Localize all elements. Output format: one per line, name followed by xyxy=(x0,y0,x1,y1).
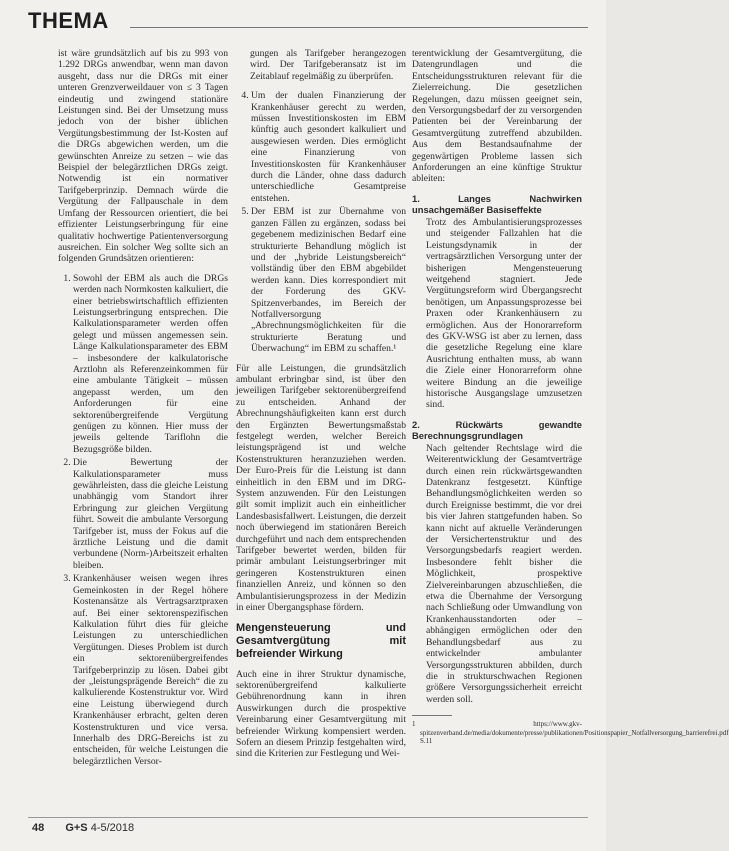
paragraph: ist wäre grundsätzlich auf bis zu 993 von 1.292 DRGs anwendbar, wenn man davon ausgeht, dass nur die DRGs mit einer unteren Grenzverweildauer von ≤ 3 Tagen eindeutig und zwingend stationäre Leistungen sind. Bei der Umsetzung muss jedoch von der bisher üblichen Vergütungsbestimmung der Ist-Kosten auf die DRGs abgewichen werden, um die gewünschten Anreize zu setzen – wie das Beispiel der belegärztlichen DRGs zeigt. Notwendig ist ein normativer Tarifgeberprinzip. Demnach würde die Vergütung der Fallpauschale in dem Umfang der Ressourcen orientiert, die bei effizienter Leistungserbringung für eine qualitativ hochwertige Patientenversorgung ausreichen. Ein solcher Weg sollte sich an folgenden Grundsätzen orientieren: xyxy=(58,48,228,265)
section-title: THEMA xyxy=(28,8,109,33)
paragraph: terentwicklung der Gesamtvergütung, die Datengrundlagen und die Entscheidungsstrukturen relevant für die Zielerreichung. Die gesetzlichen Regelungen, dazu müssen geeignet sein, den Versorgungsbedarf der zu versorgenden Patienten bei der Vereinbarung der Gesamtvergütung zutreffend abzubilden. Aus dem Bestandsaufnahme der gegenwärtigen Probleme lassen sich Anforderungen an eine künftige Struktur ableiten: xyxy=(412,48,582,185)
page-number: 48 xyxy=(32,822,45,834)
numbered-heading: 2. Rückwärts gewandte Berechnungsgrundlagen xyxy=(412,418,582,441)
list-item: 2. Die Bewertung der Kalkulationsparameter muss gewährleisten, dass die gleiche Leistung unabhängig vom Standort ihrer Erbringung zur gleichen Vergütung führt. Soweit die ambulante Versorgung Tarifgeber ist, muss der Fokus auf die ärztliche Leistung und die damit verbundene (Norm-)Arbeitszeit erhalten bleiben. xyxy=(73,457,228,571)
numbered-heading: 1. Langes Nachwirken unsachgemäßer Basiseffekte xyxy=(412,192,582,215)
paragraph: Für alle Leistungen, die grundsätzlich ambulant erbringbar sind, ist über den jeweiligen Tarifgeber sektorenübergreifend zu entscheiden. Anhand der Abrechnungshäufigkeiten kann erst durch den Ergänzten Bewertungsmaßstab festgelegt werden, welcher Bereich leistungsprägend ist und welche Kostenstrukturen heranzuziehen werden. Der Euro-Preis für die Leistung ist dann einheitlich in den EBM und im DRG-System anzuwenden. Für den Leistungen gilt somit implizit auch ein einheitlicher Landesbasisfallwert. Leistungen, die derzeit noch überwiegend im stationären Bereich durchgeführt und nach dem entsprechenden Tarifgeber bewertet werden, bilden für primär ambulant Leistungserbringer mit geringeren Kostenstrukturen einen finanziellen Anreiz, und können so den Ambulantisierungsprozess in der Medizin in einer Übergangsphase fördern. xyxy=(236,362,406,614)
paragraph: Auch eine in ihrer Struktur dynamische, sektorenübergreifend kalkulierte Gebührenordnung kann in ihren Auswirkungen durch die prospektive Vereinbarung einer Gesamtvergütung mit befreiender Wirkung kompensiert werden. Sofern an diesem Prinzip festgehalten wird, sind die Kriterien zur Festlegung und Wei- xyxy=(236,668,406,760)
principles-list-continued xyxy=(236,90,406,354)
subheading: Mengensteuerung und Gesamtvergütung mit befreiender Wirkung xyxy=(236,621,406,660)
page-footer xyxy=(32,822,134,834)
footnote-rule xyxy=(412,715,452,716)
list-item: 5. Der EBM ist zur Übernahme von ganzen Fällen zu ergänzen, sodass bei gegebenem medizinischen Bedarf eine strukturierte Behandlung möglich ist und der „hybride Leistungsbereich“ vollständig über den EBM abgebildet werden kann. Dies korrespondiert mit der Forderung des GKV-Spitzenverbandes, im Bereich der Notfallversorgung „Abrechnungsmöglichkeiten für die strukturierte Beratung und Überwachung“ im EBM zu schaffen.¹ xyxy=(251,206,406,354)
list-item: 1. Sowohl der EBM als auch die DRGs werden nach Normkosten kalkuliert, die einer betriebswirtschaftlich effizienten Leistungserbringung entsprechen. Die Kalkulationsparameter werden offen gelegt und müssen angemessen sein. Länge Kalkulationsparameter des EBM – insbesondere der kalkulatorische Arztlohn als Referenzeinkommen für eine ambulante Tätigkeit – müssen angepasst werden, um den Anforderungen für eine sektorenübergreifende Vergütung genügen zu können. Hier muss der jeweils geltende Tariflohn die Bezugsgröße bilden. xyxy=(73,273,228,456)
paragraph: Trotz des Ambulantisierungsprozesses und steigender Fallzahlen hat die Leistungsdynamik in der vertragsärztlichen Versorgung unter der bisherigen Mengensteuerung weitgehend stagniert. Jede Vergütungsreform wird Übergangsrecht benötigen, um Anpassungsprozesse bei Praxen oder Krankenhäusern zu ermöglichen. Aus der Honorarreform des GKV-WSG ist aber zu lernen, dass die gesetzliche Regelung eine klare Ausrichtung enthalten muss, ab wann die Ziele einer Honorarreform ohne weitere Bindung an die jeweilige historische Ausgangslage umzusetzen sind. xyxy=(426,216,582,411)
column-3 xyxy=(412,48,729,746)
paragraph: gungen als Tarifgeber herangezogen wird. Der Tarifgeberansatz ist im Zeitablauf regelmäßig zu überprüfen. xyxy=(250,48,406,82)
footer-rule xyxy=(28,817,588,818)
paragraph: Nach geltender Rechtslage wird die Weiterentwicklung der Gesamtverträge durch einen rein rückwärtsgewandten Datenkranz festgesetzt. Künftige Behandlungsmöglichkeiten werden so durch Ereignisse bestimmt, die vor drei bis vier Jahren stattgefunden haben. So kann nicht auf aktuelle Veränderungen der Versichertenstruktur und des Versorgungsbedarfs reagiert werden. Insbesondere fehlt bisher die Möglichkeit, prospektive Zielvereinbarungen abzuschließen, die etwa die Übernahme der Versorgung nach Schließung oder Umwandlung von Krankenhausstandorten oder – abhängigen ermöglichen oder den Behandlungsbedarf aus zu entwickelnder ambulanter Versorgungsstrukturen abbilden, durch die in strukturschwachen Regionen größere Versorgungssicherheit erreicht werden soll. xyxy=(426,442,582,705)
header-rule xyxy=(130,27,588,28)
principles-list xyxy=(58,273,228,767)
list-item: 4. Um der dualen Finanzierung der Krankenhäuser gerecht zu werden, müssen Investitionskosten im EBM künftig auch gesondert kalkuliert und ausgewiesen werden. Dies ermöglicht eine Finanzierung von Investitionskosten für Krankenhäuser durch die Länder, ohne dass dadurch unterschiedliche Gesamtpreise entstehen. xyxy=(251,90,406,204)
issue-number: 4-5/2018 xyxy=(90,822,135,834)
list-item: 3. Krankenhäuser weisen wegen ihres Gemeinkosten in der Regel höhere Kostenansätze als Vertragsarztpraxen auf. Bei einer sektorenspezifischen Kalkulation führt dies für gleiche Leistungen zu unterschiedlichen Vergütungen. Dieses Problem ist durch ein sektorenübergreifendes Tarifgeberprinzip zu lösen. Dabei gibt der „leistungsprägende Bereich“ die zu kalkulierende Kostenstruktur vor. Wird eine Leistung überwiegend durch Krankenhäuser erbracht, gelten deren Kostenstrukturen und vice versa. Innerhalb des DRG-Bereichs ist zu entscheiden, für welche Leistungen die belegärztlichen Versor- xyxy=(73,573,228,767)
column-2 xyxy=(236,48,406,768)
column-1 xyxy=(58,48,228,775)
footnote: 1 https://www.gkv-spitzenverband.de/media/dokumente/presse/publikationen/Positionspapier_Notfallversorgung_barrierefrei.pdf S.11 xyxy=(412,720,729,746)
magazine-name: G+S xyxy=(65,822,88,834)
